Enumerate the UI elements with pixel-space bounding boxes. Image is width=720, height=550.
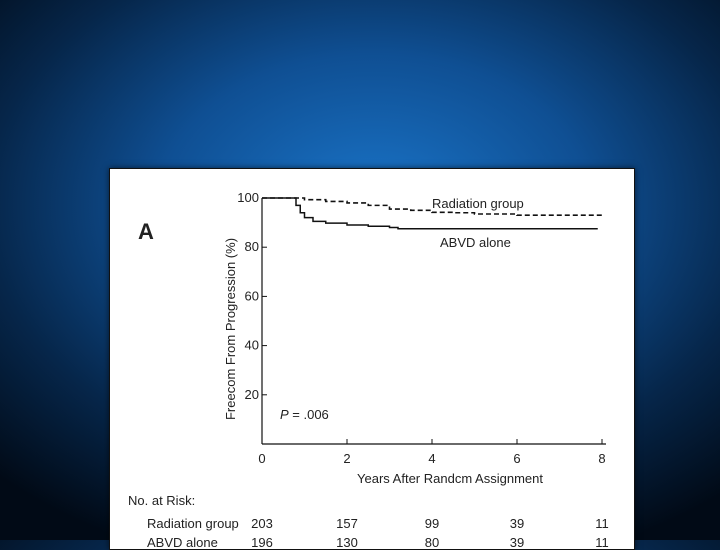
x-tick-label: 2 <box>343 451 351 466</box>
y-axis-label-group <box>223 238 238 420</box>
risk-value: 157 <box>336 516 358 531</box>
risk-value: 11 <box>595 535 609 549</box>
y-tick-label: 40 <box>244 337 259 353</box>
risk-value: 80 <box>424 535 440 549</box>
risk-row-label: ABVD alone <box>147 535 218 549</box>
risk-table-title: No. at Risk: <box>128 493 196 508</box>
risk-row-label: Radiation group <box>147 516 239 531</box>
ticks-layer <box>237 190 605 466</box>
y-axis-label: Freecom From Progression (%) <box>223 237 238 421</box>
x-axis-label: Years After Randcm Assignment <box>357 471 543 486</box>
panel-label: A <box>138 219 154 244</box>
risk-value: 196 <box>251 535 273 549</box>
x-tick-label: 4 <box>428 451 436 466</box>
risk-value: 11 <box>595 516 609 531</box>
risk-value: 39 <box>509 516 525 531</box>
risk-value: 99 <box>424 516 440 531</box>
risk-value: 203 <box>251 516 273 531</box>
survival-chart <box>110 169 634 549</box>
risk-table <box>147 516 609 549</box>
series-label-abvd: ABVD alone <box>440 235 511 250</box>
p-value-text: = .006 <box>288 407 329 422</box>
y-tick-label: 80 <box>244 239 259 255</box>
p-value-symbol: P <box>280 407 289 422</box>
figure-panel <box>109 168 635 550</box>
x-tick-label: 8 <box>598 451 606 466</box>
risk-value: 39 <box>509 535 525 549</box>
x-tick-label: 0 <box>258 451 266 466</box>
series-line-abvd <box>262 198 598 229</box>
p-value <box>280 407 329 422</box>
y-tick-label: 60 <box>244 288 259 304</box>
x-tick-label: 6 <box>513 451 521 466</box>
series-label-radiation: Radiation group <box>432 196 524 211</box>
risk-value: 130 <box>336 535 358 549</box>
y-tick-label: 100 <box>237 190 259 205</box>
y-tick-label: 20 <box>244 386 259 402</box>
